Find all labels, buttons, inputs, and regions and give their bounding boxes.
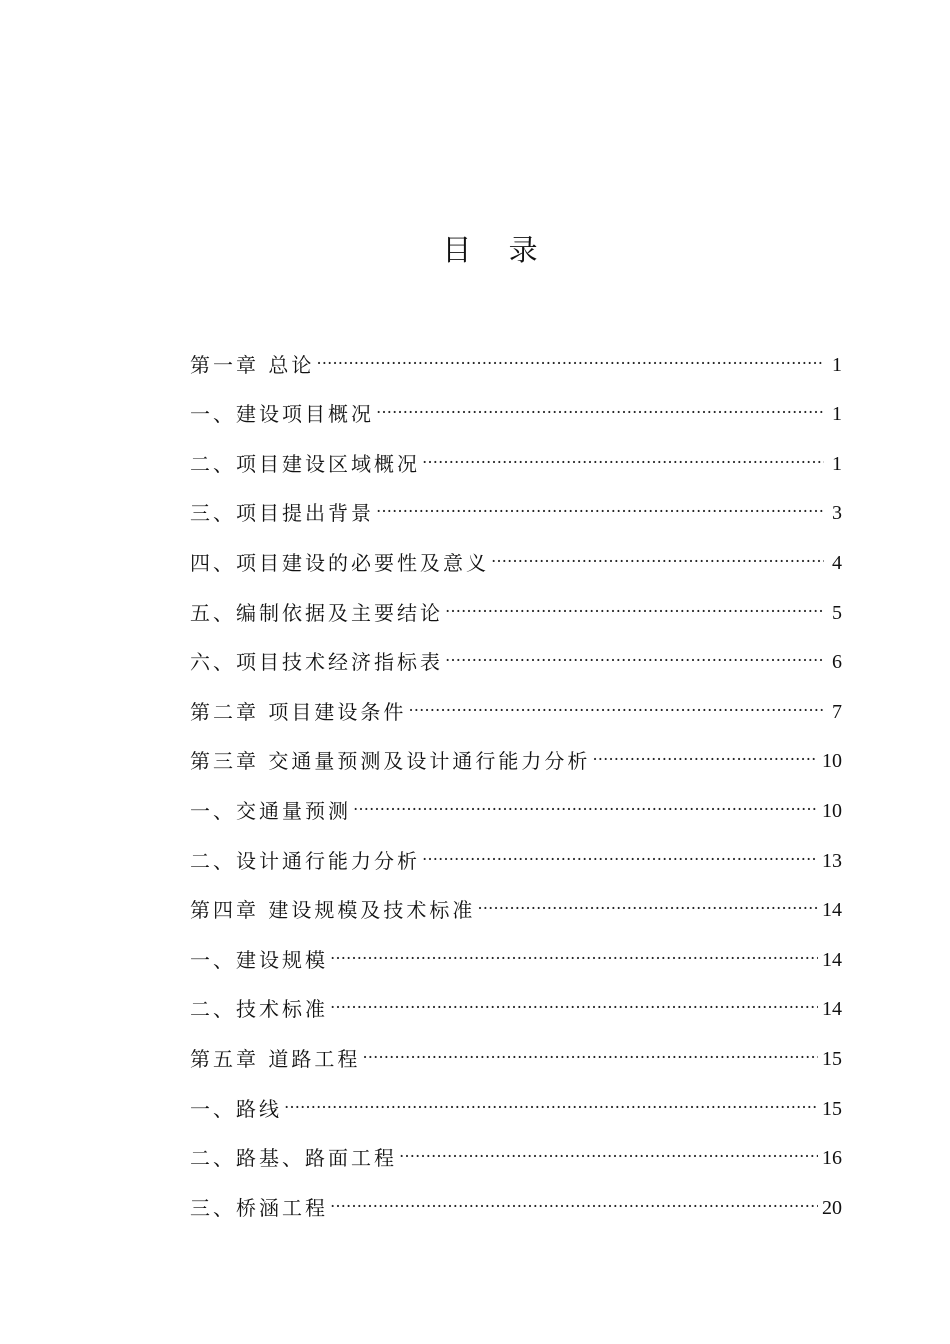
toc-entry[interactable]	[190, 1177, 842, 1227]
toc-entry[interactable]	[190, 1028, 842, 1078]
toc-entry-label: 四、项目建设的必要性及意义	[190, 550, 489, 575]
toc-entry[interactable]	[190, 483, 842, 533]
table-of-contents	[190, 334, 842, 1227]
dot-leader	[399, 1137, 818, 1167]
toc-entry[interactable]	[190, 1078, 842, 1128]
toc-entry-label: 一、交通量预测	[190, 798, 351, 823]
toc-entry-page: 1	[832, 403, 842, 426]
toc-entry[interactable]	[190, 582, 842, 632]
toc-entry-page: 1	[832, 452, 842, 475]
toc-entry[interactable]	[190, 979, 842, 1029]
toc-entry-label: 二、项目建设区域概况	[190, 451, 420, 476]
dot-leader	[445, 592, 824, 622]
toc-entry-label: 二、路基、路面工程	[190, 1146, 397, 1171]
toc-entry-label: 一、路线	[190, 1096, 282, 1121]
toc-entry-label: 二、设计通行能力分析	[190, 848, 420, 873]
toc-entry-page: 1	[832, 353, 842, 376]
dot-leader	[592, 740, 818, 770]
toc-entry-label: 二、技术标准	[190, 997, 328, 1022]
toc-entry-label: 第四章 建设规模及技术标准	[190, 898, 476, 923]
toc-entry-page: 13	[822, 849, 842, 872]
dot-leader	[330, 939, 818, 969]
dot-leader	[353, 790, 818, 820]
dot-leader	[316, 344, 824, 374]
toc-entry[interactable]	[190, 1128, 842, 1178]
toc-entry[interactable]	[190, 681, 842, 731]
toc-entry-page: 4	[832, 551, 842, 574]
toc-entry[interactable]	[190, 780, 842, 830]
toc-entry-page: 3	[832, 502, 842, 525]
dot-leader	[376, 492, 824, 522]
dot-leader	[408, 691, 824, 721]
toc-entry-label: 一、建设项目概况	[190, 402, 374, 427]
toc-entry-page: 10	[822, 799, 842, 822]
toc-entry-page: 10	[822, 750, 842, 773]
toc-entry[interactable]	[190, 532, 842, 582]
dot-leader	[362, 1038, 818, 1068]
toc-entry[interactable]	[190, 929, 842, 979]
toc-entry-page: 7	[832, 700, 842, 723]
toc-entry-label: 一、建设规模	[190, 947, 328, 972]
dot-leader	[284, 1088, 818, 1118]
toc-entry-label: 第三章 交通量预测及设计通行能力分析	[190, 749, 591, 774]
toc-entry-label: 五、编制依据及主要结论	[190, 600, 443, 625]
toc-entry-page: 20	[822, 1196, 842, 1219]
toc-entry[interactable]	[190, 334, 842, 384]
dot-leader	[477, 889, 818, 919]
toc-entry[interactable]	[190, 384, 842, 434]
toc-entry-label: 三、桥涵工程	[190, 1195, 328, 1220]
dot-leader	[491, 542, 824, 572]
toc-entry[interactable]	[190, 830, 842, 880]
toc-entry-label: 第五章 道路工程	[190, 1046, 361, 1071]
dot-leader	[330, 988, 818, 1018]
toc-entry-label: 第一章 总论	[190, 352, 315, 377]
toc-entry-page: 16	[822, 1147, 842, 1170]
toc-entry-page: 15	[822, 1097, 842, 1120]
toc-entry-page: 14	[822, 948, 842, 971]
toc-entry[interactable]	[190, 632, 842, 682]
dot-leader	[330, 1187, 818, 1217]
dot-leader	[422, 443, 824, 473]
dot-leader	[422, 840, 818, 870]
toc-entry-page: 15	[822, 1047, 842, 1070]
toc-entry-page: 14	[822, 998, 842, 1021]
toc-entry[interactable]	[190, 880, 842, 930]
toc-entry-label: 第二章 项目建设条件	[190, 699, 407, 724]
toc-entry[interactable]	[190, 433, 842, 483]
toc-entry[interactable]	[190, 731, 842, 781]
toc-title: 目 录	[442, 233, 552, 267]
toc-entry-page: 5	[832, 601, 842, 624]
dot-leader	[376, 393, 824, 423]
toc-entry-label: 三、项目提出背景	[190, 501, 374, 526]
toc-entry-page: 6	[832, 651, 842, 674]
toc-entry-label: 六、项目技术经济指标表	[190, 650, 443, 675]
toc-entry-page: 14	[822, 899, 842, 922]
dot-leader	[445, 641, 824, 671]
